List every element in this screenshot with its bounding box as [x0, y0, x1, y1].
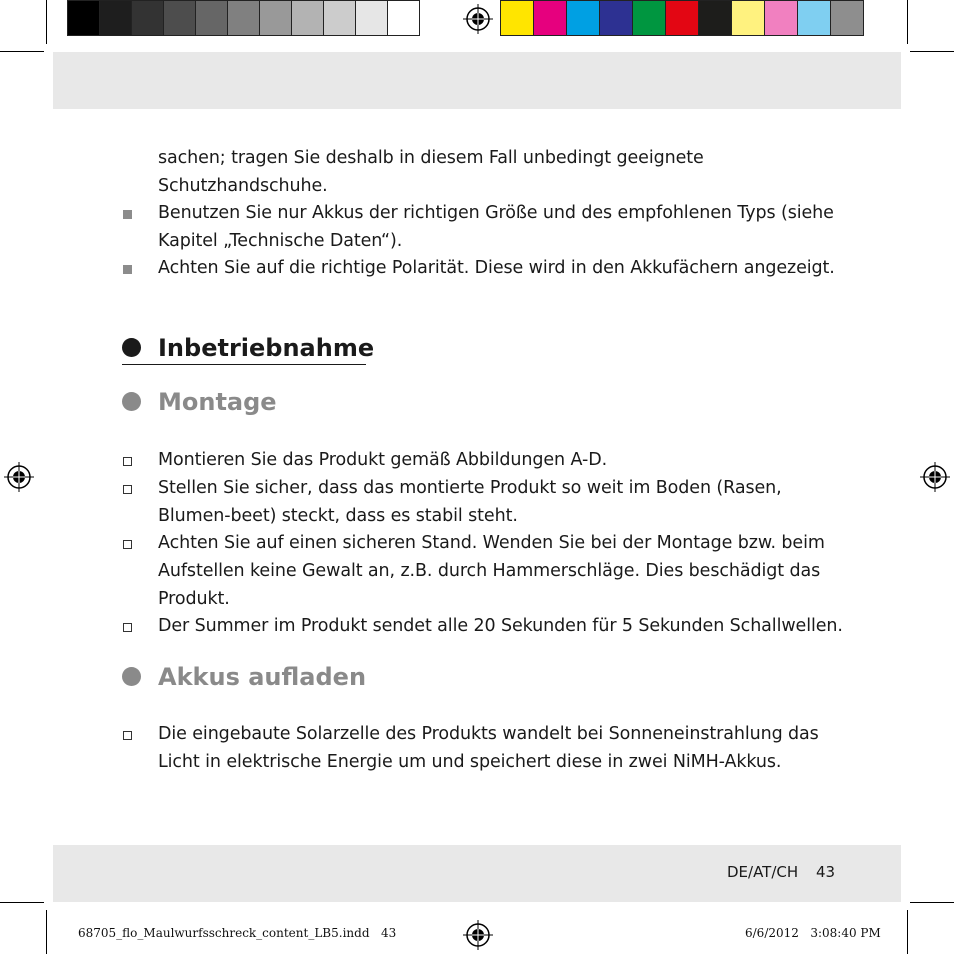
bullet-text: Achten Sie auf die richtige Polarität. Diese wird in den Akkufächern angezeigt. [158, 258, 835, 278]
crop-mark [0, 51, 44, 52]
list-item: Achten Sie auf einen sicheren Stand. Wenden Sie bei der Montage bzw. beim Aufstellen keine Gewalt an, z.B. durch Hammerschläge. Dies beschädigt das Produkt. [158, 533, 825, 609]
header-band [53, 52, 901, 109]
color-swatch [163, 0, 196, 36]
heading-dot-icon [122, 392, 141, 411]
list-item: Die eingebaute Solarzelle des Produkts wandelt bei Sonneneinstrahlung das Licht in elektrische Energie um und speichert diese in zwei NiMH-Akkus. [158, 724, 819, 772]
slug-filename: 68705_flo_Maulwurfsschreck_content_LB5.indd 43 [78, 926, 397, 940]
section-heading-akkus-aufladen: Akkus aufladen [158, 663, 367, 691]
heading-dot-icon [122, 338, 141, 357]
page-number: 43 [816, 863, 836, 881]
heading-underline [122, 364, 366, 365]
color-swatch [566, 0, 600, 36]
color-swatch [830, 0, 864, 36]
registration-mark-icon [463, 920, 493, 950]
list-item: Stellen Sie sicher, dass das montierte Produkt so weit im Boden (Rasen, Blumen-beet) steckt, dass es stabil steht. [158, 478, 782, 526]
crop-mark [46, 910, 47, 954]
registration-mark-icon [463, 4, 493, 34]
color-swatch [355, 0, 388, 36]
process-color-bar [500, 0, 863, 36]
checkbox-square-icon [123, 485, 132, 494]
crop-mark [907, 0, 908, 44]
color-swatch [259, 0, 292, 36]
color-swatch [323, 0, 356, 36]
registration-mark-icon [920, 462, 950, 492]
color-swatch [731, 0, 765, 36]
list-item: Montieren Sie das Produkt gemäß Abbildungen A-D. [158, 450, 608, 470]
footer-language: DE/AT/CH [727, 863, 799, 881]
color-swatch [599, 0, 633, 36]
crop-mark [910, 51, 954, 52]
registration-mark-icon [4, 462, 34, 492]
section-heading-inbetriebnahme: Inbetriebnahme [158, 334, 375, 362]
color-swatch [131, 0, 164, 36]
bullet-text: Benutzen Sie nur Akkus der richtigen Größe und des empfohlenen Typs (siehe Kapitel „Technische Daten“). [158, 203, 834, 251]
color-swatch [195, 0, 228, 36]
crop-mark [907, 910, 908, 954]
checkbox-square-icon [123, 540, 132, 549]
color-swatch [67, 0, 100, 36]
intro-continuation: sachen; tragen Sie deshalb in diesem Fall unbedingt geeignete Schutzhandschuhe. [158, 148, 704, 196]
color-swatch [500, 0, 534, 36]
checkbox-square-icon [123, 457, 132, 466]
color-swatch [698, 0, 732, 36]
list-item: Der Summer im Produkt sendet alle 20 Sekunden für 5 Sekunden Schallwellen. [158, 616, 843, 636]
color-swatch [387, 0, 420, 36]
crop-mark [910, 902, 954, 903]
color-swatch [764, 0, 798, 36]
color-swatch [99, 0, 132, 36]
bullet-square-icon [123, 210, 132, 219]
heading-dot-icon [122, 667, 141, 686]
color-swatch [632, 0, 666, 36]
section-heading-montage: Montage [158, 388, 277, 416]
crop-mark [46, 0, 47, 44]
color-swatch [533, 0, 567, 36]
color-swatch [665, 0, 699, 36]
color-swatch [291, 0, 324, 36]
checkbox-square-icon [123, 731, 132, 740]
slug-datetime: 6/6/2012 3:08:40 PM [745, 926, 881, 940]
crop-mark [0, 902, 44, 903]
grayscale-color-bar [67, 0, 419, 36]
color-swatch [227, 0, 260, 36]
color-swatch [797, 0, 831, 36]
checkbox-square-icon [123, 623, 132, 632]
bullet-square-icon [123, 265, 132, 274]
